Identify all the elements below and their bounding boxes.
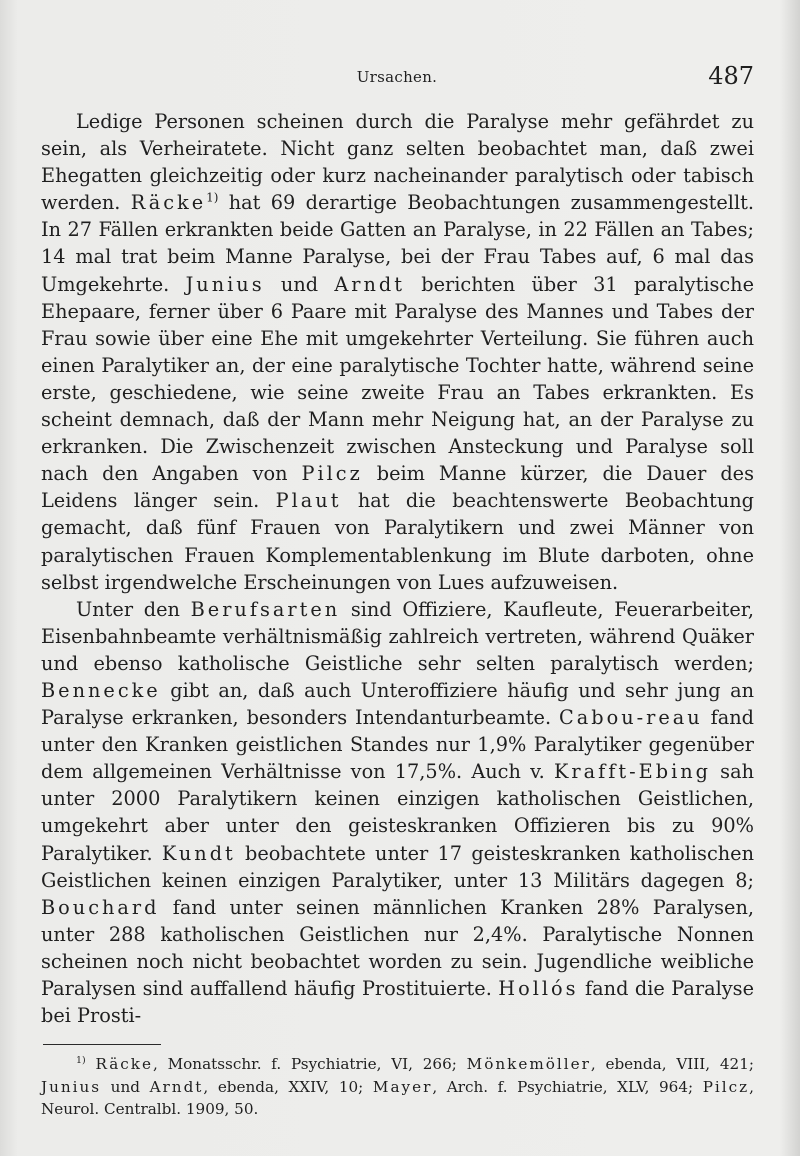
text-run: beim Manne kürzer, die Dauer des Leidens länger sein. [41, 462, 754, 513]
text-run: berichten über 31 paralytische Ehepaare, ferner über 6 Paare mit Paralyse des Mannes und Tabes der Frau sowie über eine Ehe mit umgekehrter Verteilung. Sie führen auch einen Paralytiker an, der eine paralytische Tochter hatte, während seine erste, geschiedene, wie seine zweite Frau an Tabes erkrankten. Es scheint demnach, daß der Mann mehr Neigung hat, an der Paralyse zu erkranken. Die Zwischenzeit zwischen Ansteckung und Paralyse soll nach den Angaben von [41, 272, 755, 486]
page-header [40, 64, 754, 96]
spaced-name: Pilcz [702, 1077, 750, 1096]
spaced-name: Räcke [130, 191, 207, 215]
body-text [41, 108, 754, 1029]
spaced-name: Arndt [334, 272, 406, 296]
spaced-name: Bouchard [41, 895, 160, 919]
text-run: gibt an, daß auch Unteroffiziere häufig und sehr jung an Paralyse erkranken, besonders Intendanturbeamte. [41, 678, 754, 730]
text-run: Unter den [76, 597, 191, 621]
footnote-marker: 1) [206, 190, 219, 205]
text-run: hat die beachtenswerte Beobachtung gemacht, daß fünf Frauen von Paralytikern und zwei Männer von paralytischen Frauen Komplementablenkung im Blute darboten, ohne selbst irgendwelche Erscheinungen von Lues aufzuweisen. [41, 489, 754, 594]
text-run: , Monatsschr. f. Psychiatrie, VI, 266; [152, 1055, 467, 1073]
spaced-name: Räcke [95, 1055, 153, 1073]
paragraph [41, 108, 754, 596]
spaced-name: Mayer [372, 1077, 433, 1096]
footnotes [41, 1053, 754, 1121]
spaced-name: Berufsarten [190, 597, 341, 621]
text-run: beobachtete unter 17 geisteskranken katholischen Geistlichen keinen einzigen Paralytiker, unter 13 Militärs dagegen 8; [41, 841, 754, 892]
footnote [41, 1053, 754, 1121]
page-number: 487 [708, 62, 754, 90]
text-run: und [264, 272, 335, 296]
spaced-name: Kundt [161, 841, 236, 865]
text-run: hat 69 derartige Beobachtungen zusammengestellt. In 27 Fällen erkrankten beide Gatten an Paralyse, in 22 Fällen an Tabes; 14 mal trat beim Manne Paralyse, bei der Frau Tabes auf, 6 mal das Umgekehrte. [41, 191, 754, 296]
text-run: fand unter seinen männlichen Kranken 28% Paralysen, unter 288 katholischen Geistlichen nur 2,4%. Paralytische Nonnen scheinen noch nicht beobachtet worden zu sein. Jugendliche weibliche Paralysen sind auffallend häufig Prostituierte. [41, 895, 754, 1000]
footnote-marker: 1) [76, 1054, 86, 1066]
footnote-rule [43, 1044, 161, 1045]
text-run: sind Offiziere, Kaufleute, Feuerarbeiter, Eisenbahnbeamte verhältnismäßig zahlreich vertreten, während Quäker und ebenso katholische Geistliche sehr selten paralytisch werden; [41, 597, 754, 675]
spaced-name: Arndt [149, 1077, 204, 1096]
text-run: und [101, 1077, 150, 1096]
text-run: Ledige Personen scheinen durch die Paralyse mehr gefährdet zu sein, als Verheiratete. Nicht ganz selten beobachtet man, daß zwei Ehegatten gleichzeitig oder kurz nacheinander paralytisch oder tabisch werden. [41, 110, 754, 215]
spaced-name: Junius [185, 272, 265, 296]
spaced-name: Plaut [275, 489, 342, 513]
spaced-name: Pilcz [301, 462, 363, 486]
spaced-name: Hollós [498, 977, 579, 1000]
text-run [86, 1055, 96, 1073]
text-run: fand die Paralyse bei Prosti- [41, 977, 754, 1028]
paragraph [41, 596, 754, 1030]
text-run: , ebenda, VIII, 421; [590, 1055, 754, 1073]
text-run: , Arch. f. Psychiatrie, XLV, 964; [432, 1077, 703, 1096]
spaced-name: Krafft-Ebing [554, 760, 711, 784]
spaced-name: Bennecke [41, 678, 161, 702]
spaced-name: Cabou-reau [559, 706, 703, 730]
spaced-name: Mönkemöller [466, 1055, 591, 1073]
spaced-name: Junius [41, 1077, 102, 1096]
running-head: Ursachen. [356, 68, 438, 86]
text-run: fand unter den Kranken geistlichen Standes nur 1,9% Paralytiker gegenüber dem allgemeinen Verhältnisse von 17,5%. Auch v. [41, 706, 754, 784]
text-run: , ebenda, XXIV, 10; [203, 1077, 373, 1096]
text-run: , Neurol. Centralbl. 1909, 50. [41, 1077, 754, 1119]
text-run: sah unter 2000 Paralytikern keinen einzigen katholischen Geistlichen, umgekehrt aber unter den geisteskranken Offizieren bis zu 90% Paralytiker. [41, 760, 754, 865]
